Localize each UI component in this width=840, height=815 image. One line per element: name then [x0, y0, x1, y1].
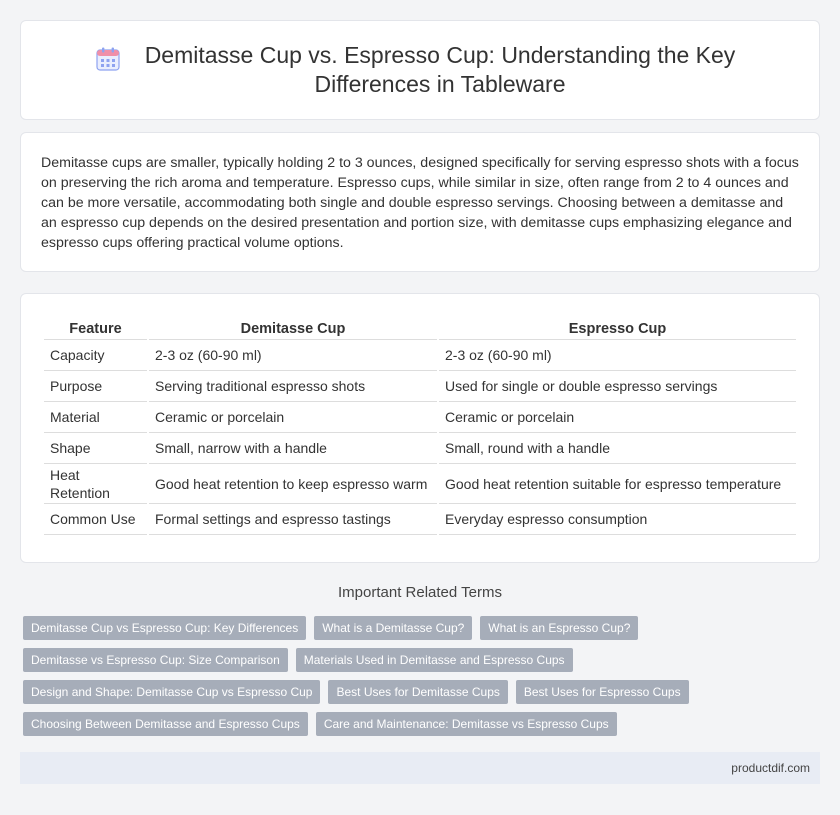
table-cell: 2-3 oz (60-90 ml) [439, 340, 796, 371]
table-cell: Small, narrow with a handle [149, 433, 437, 464]
related-term-tag[interactable]: Best Uses for Espresso Cups [516, 680, 689, 704]
table-cell: Common Use [44, 504, 147, 535]
intro-text: Demitasse cups are smaller, typically holding 2 to 3 ounces, designed specifically for serving espresso shots with a focus on preserving the rich aroma and temperature. Espresso cups, while similar in size, often range from 2 to 4 ounces and can be more versatile, accommodating both single and double espresso servings. Choosing between a demitasse and an espresso cup depends on the desired presentation and portion size, with demitasse cups emphasizing elegance and espresso cups offering practical volume options. [41, 155, 799, 251]
related-term-tag[interactable]: Materials Used in Demitasse and Espresso Cups [296, 648, 573, 672]
related-terms-tags [23, 616, 823, 744]
table-cell: Formal settings and espresso tastings [149, 504, 437, 535]
column-header: Espresso Cup [439, 310, 796, 340]
column-header: Demitasse Cup [149, 310, 437, 340]
table-row [44, 504, 796, 535]
tag-row [23, 616, 823, 640]
footer [20, 752, 820, 784]
table-cell: Small, round with a handle [439, 433, 796, 464]
related-term-tag[interactable]: Demitasse Cup vs Espresso Cup: Key Differences [23, 616, 306, 640]
table-cell: Ceramic or porcelain [439, 402, 796, 433]
table-cell: Shape [44, 433, 147, 464]
related-term-tag[interactable]: Care and Maintenance: Demitasse vs Espresso Cups [316, 712, 617, 736]
table-cell: Good heat retention suitable for espresso temperature [439, 464, 796, 504]
table-row [44, 464, 796, 504]
related-term-tag[interactable]: Choosing Between Demitasse and Espresso Cups [23, 712, 308, 736]
related-term-tag[interactable]: What is an Espresso Cup? [480, 616, 638, 640]
header-card [20, 20, 820, 120]
table-cell: Heat Retention [44, 464, 147, 504]
related-term-tag[interactable]: Demitasse vs Espresso Cup: Size Comparison [23, 648, 288, 672]
column-header: Feature [44, 310, 147, 340]
table-cell: Material [44, 402, 147, 433]
comparison-table [42, 310, 798, 535]
comparison-table-card [20, 293, 820, 563]
tag-row [23, 680, 823, 704]
table-cell: Ceramic or porcelain [149, 402, 437, 433]
table-header-row [44, 310, 796, 340]
table-row [44, 433, 796, 464]
related-terms-title: Important Related Terms [338, 584, 502, 601]
related-term-tag[interactable]: Design and Shape: Demitasse Cup vs Espresso Cup [23, 680, 320, 704]
related-term-tag[interactable]: Best Uses for Demitasse Cups [328, 680, 507, 704]
table-cell: Serving traditional espresso shots [149, 371, 437, 402]
table-row [44, 402, 796, 433]
footer-site-link[interactable]: productdif.com [731, 761, 810, 775]
tag-row [23, 648, 823, 672]
table-cell: Used for single or double espresso servings [439, 371, 796, 402]
table-row [44, 340, 796, 371]
related-term-tag[interactable]: What is a Demitasse Cup? [314, 616, 472, 640]
table-row [44, 371, 796, 402]
calendar-icon [95, 46, 121, 72]
table-cell: Good heat retention to keep espresso warm [149, 464, 437, 504]
intro-card [20, 132, 820, 272]
table-cell: Everyday espresso consumption [439, 504, 796, 535]
table-cell: Purpose [44, 371, 147, 402]
table-cell: 2-3 oz (60-90 ml) [149, 340, 437, 371]
page-title: Demitasse Cup vs. Espresso Cup: Understanding the Key Differences in Tableware [144, 42, 736, 97]
table-cell: Capacity [44, 340, 147, 371]
tag-row [23, 712, 823, 736]
